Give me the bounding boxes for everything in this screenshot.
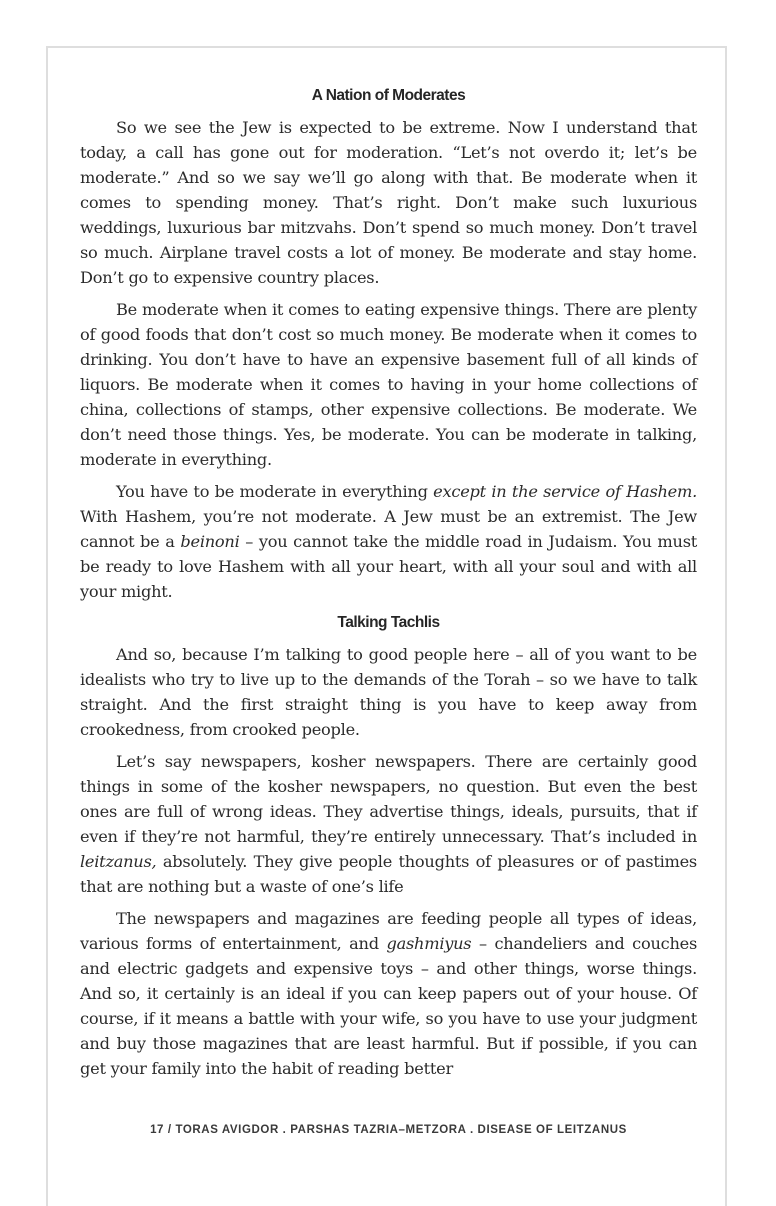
italic-term: gashmiyus (386, 934, 472, 953)
paragraph-text: Let’s say newspapers, kosher newspapers. There are certainly good things in some of the kosher newspapers, no question. But even the best ones are full of wrong ideas. They advertise things, ideals, pursuits, that if even if they’re not harmful, they’re entirely unnecessary. That’s included in (80, 752, 697, 846)
section-heading: A Nation of Moderates (311, 87, 466, 104)
page-body (80, 84, 697, 1088)
paragraph-text: absolutely. They give people thoughts of pleasures or of pastimes that are nothing but a waste of one’s life (80, 852, 697, 896)
paragraph (80, 479, 697, 604)
paragraph-text: Be moderate when it comes to eating expensive things. There are plenty of good foods that don’t cost so much money. Be moderate when it comes to drinking. You don’t have to have an expensive basement full of all kinds of liquors. Be moderate when it comes to having in your home collections of china, collections of stamps, other expensive collections. Be moderate. We don’t need those things. Yes, be moderate. You can be moderate in talking, moderate in everything. (80, 300, 697, 469)
paragraph-text: With Hashem, you’re not moderate. A Jew must be an extremist. The Jew cannot be a (80, 507, 697, 551)
paragraph-text: So we see the Jew is expected to be extreme. Now I understand that today, a call has gone out for moderation. “Let’s not overdo it; let’s be moderate.” And so we say we’ll go along with that. Be moderate when it comes to spending money. That’s right. Don’t make such luxurious weddings, luxurious bar mitzvahs. Don’t spend so much money. Don’t travel so much. Airplane travel costs a lot of money. Be moderate and stay home. Don’t go to expensive country places. (80, 118, 697, 287)
paragraph-text: – chandeliers and couches and electric gadgets and expensive toys – and other things, worse things. And so, it certainly is an ideal if you can keep papers out of your house. Of course, if it means a battle with your wife, so you have to use your judgment and buy those magazines that are least harmful. But if possible, if you can get your family into the habit of reading better (80, 934, 698, 1078)
italic-emphasis: except in the service of Hashem. (433, 482, 697, 501)
paragraph (80, 297, 697, 472)
italic-term: beinoni (180, 532, 240, 551)
paragraph-text: – you cannot take the middle road in Judaism. You must be ready to love Hashem with all your heart, with all your soul and with all your might. (80, 532, 698, 601)
paragraph (80, 906, 697, 1081)
paragraph (80, 642, 697, 742)
italic-term: leitzanus, (80, 852, 157, 871)
section-heading: Talking Tachlis (337, 614, 440, 631)
paragraph-text: The newspapers and magazines are feeding people all types of ideas, various forms of entertainment, and (80, 909, 697, 953)
running-footer: 17 / TORAS AVIGDOR . PARSHAS TAZRIA–METZORA . DISEASE OF LEITZANUS (150, 1124, 627, 1136)
paragraph (80, 749, 697, 899)
paragraph-text: You have to be moderate in everything (116, 482, 434, 501)
paragraph (80, 115, 697, 290)
paragraph-text: And so, because I’m talking to good people here – all of you want to be idealists who try to live up to the demands of the Torah – so we have to talk straight. And the first straight thing is you have to keep away from crookedness, from crooked people. (80, 645, 697, 739)
